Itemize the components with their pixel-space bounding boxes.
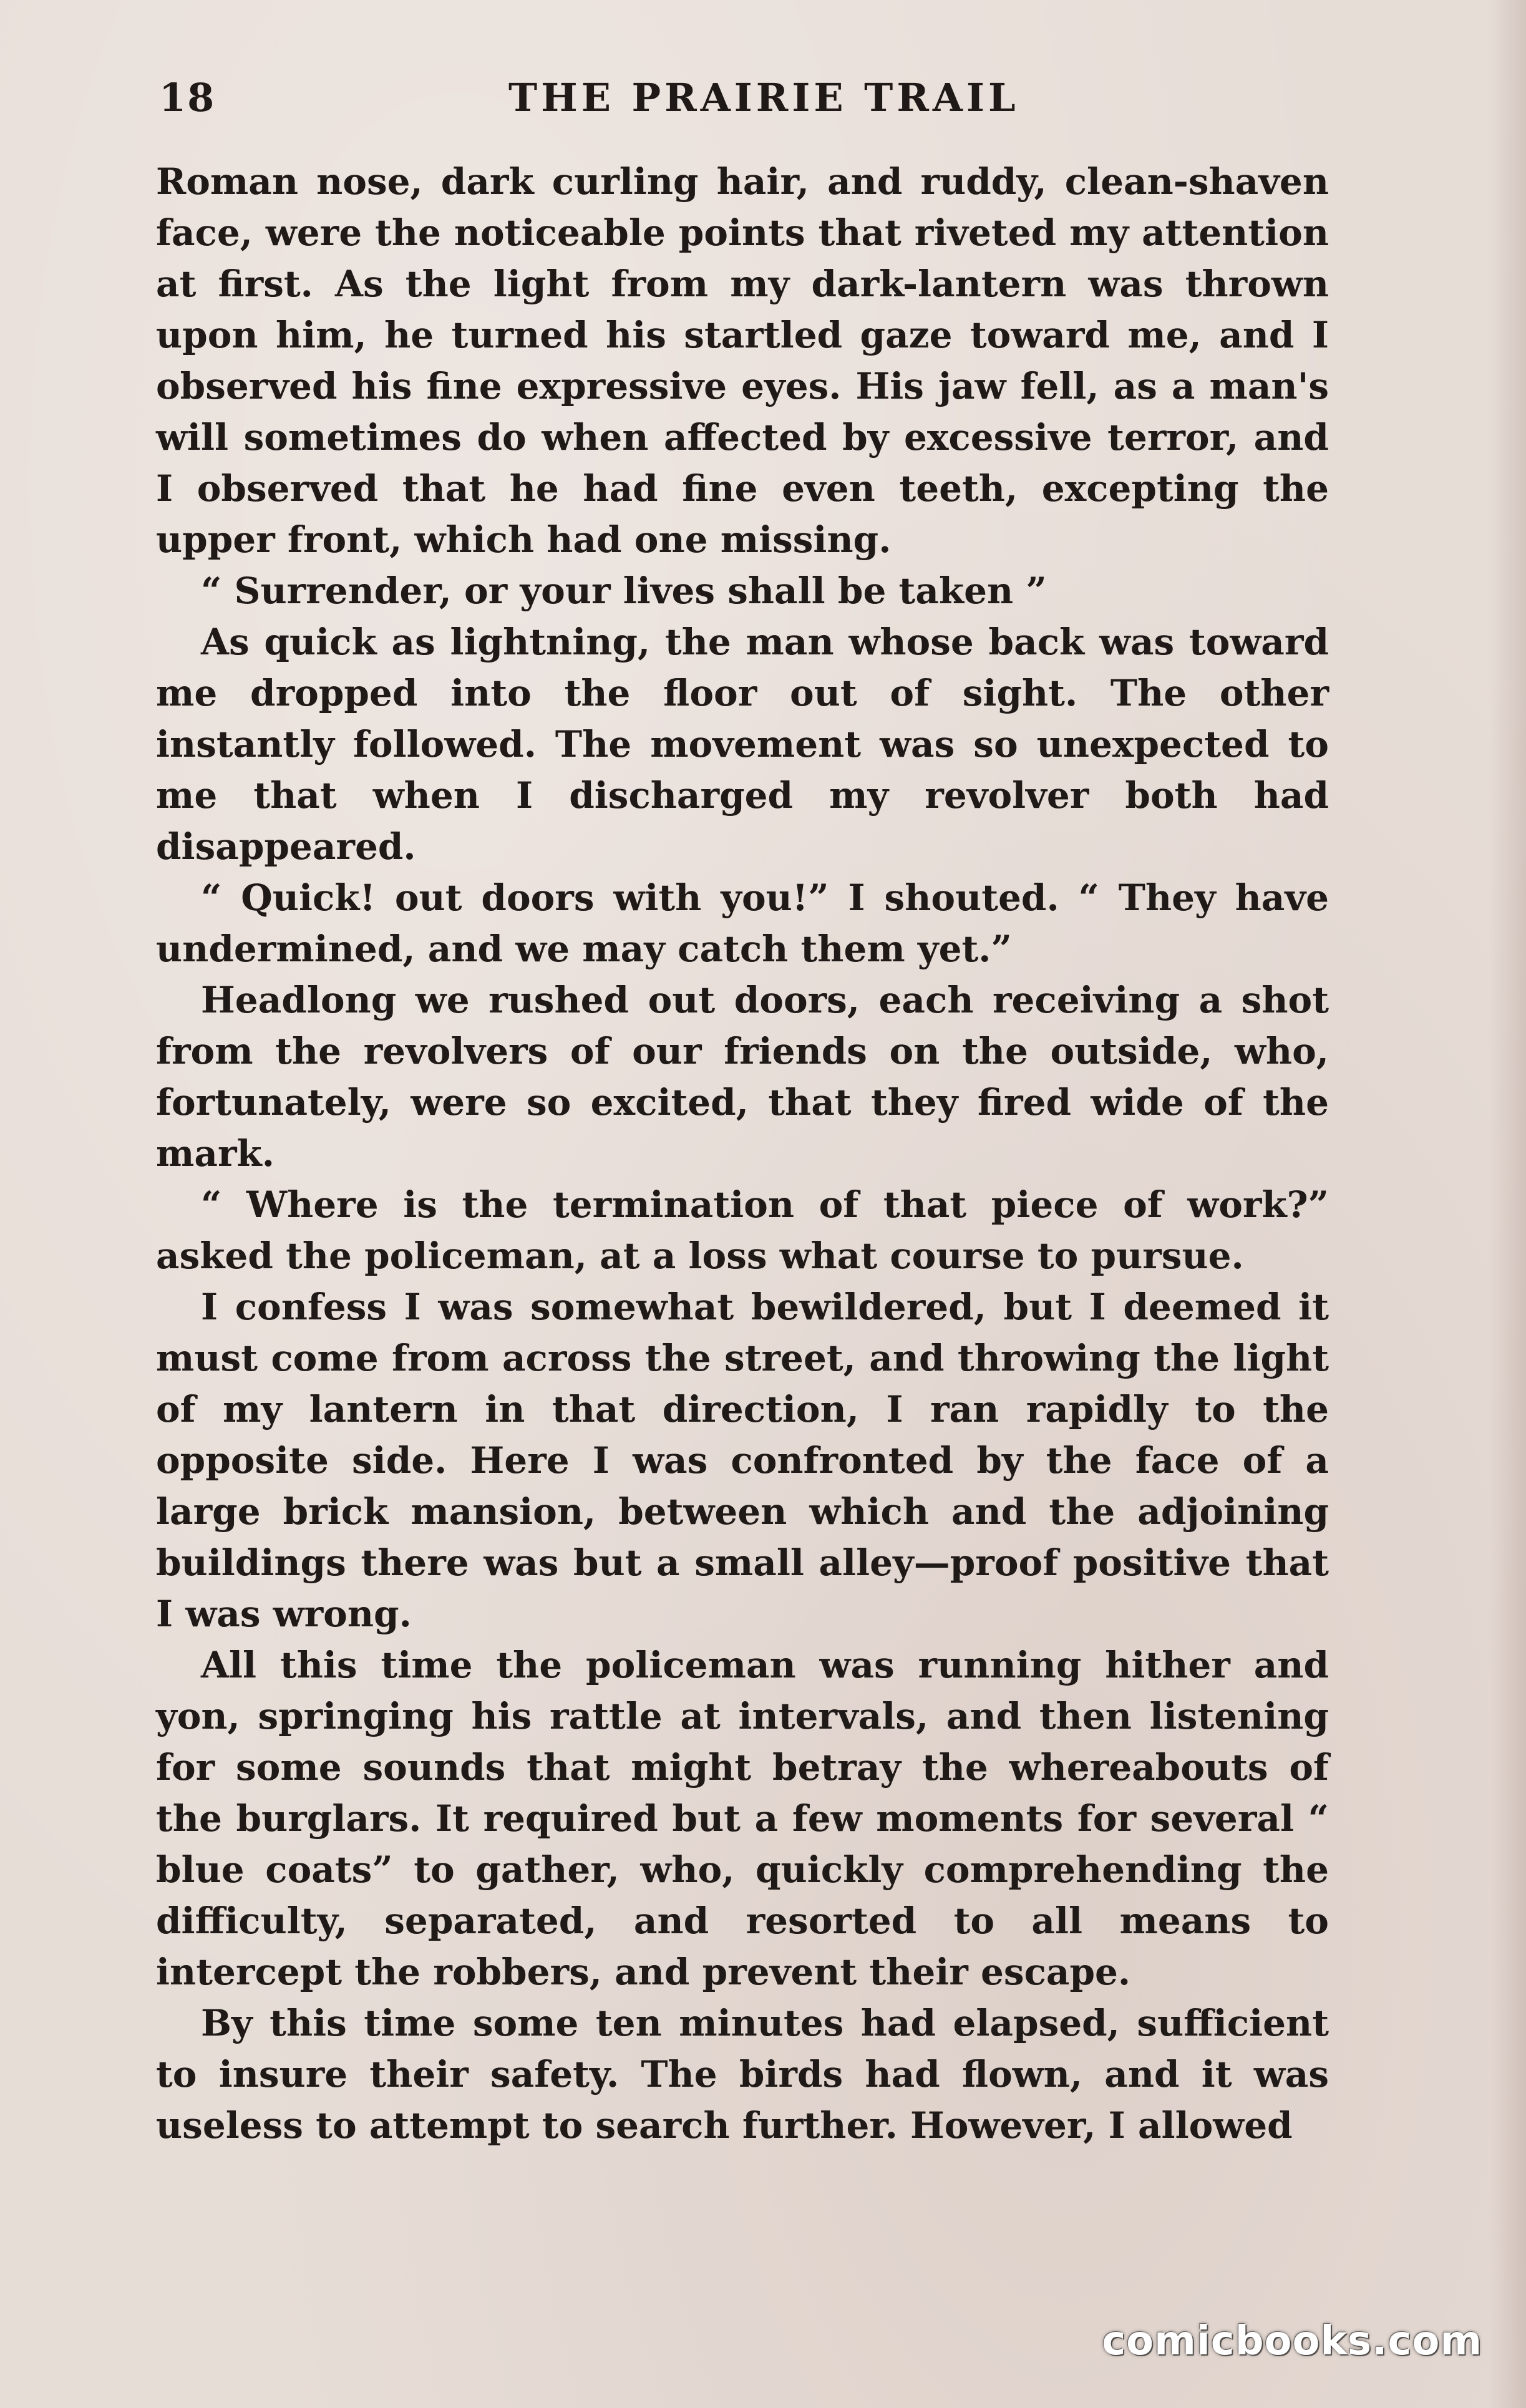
running-head xyxy=(159,75,1357,131)
paragraph: As quick as lightning, the man whose back was toward me dropped into the floor out of sight. The other instantly followed. The movement was so unexpected to me that when I discharged my revolver both had disappeared. xyxy=(156,621,1329,868)
running-title: THE PRAIRIE TRAIL xyxy=(508,75,1019,120)
watermark: comicbooks.com xyxy=(1102,2318,1482,2364)
paragraph: Headlong we rushed out doors, each receiving a shot from the revolvers of our friends on the outside, who, fortunately, were so excited, that they fired wide of the mark. xyxy=(156,979,1329,1175)
page-number: 18 xyxy=(159,75,216,120)
paragraph: I confess I was somewhat bewildered, but I deemed it must come from across the street, and throwing the light of my lantern in that direction, I ran rapidly to the opposite side. Here I was confronted by the face of a large brick mansion, between which and the adjoining buildings there was but a small alley—proof positive that I was wrong. xyxy=(156,1286,1329,1635)
paragraph: “ Surrender, or your lives shall be taken ” xyxy=(201,570,1047,612)
paragraph: Roman nose, dark curling hair, and ruddy, clean-shaven face, were the noticeable points that riveted my attention at first. As the light from my dark-lantern was thrown upon him, he turned his startled gaze toward me, and I observed his fine expressive eyes. His jaw fell, as a man's will sometimes do when affected by excessive terror, and I observed that he had fine even teeth, excepting the upper front, which had one missing. xyxy=(156,160,1329,561)
paragraph: “ Quick! out doors with you!” I shouted. “ They have undermined, and we may catch them yet.” xyxy=(156,876,1329,970)
paragraph: By this time some ten minutes had elapsed, sufficient to insure their safety. The birds had flown, and it was useless to attempt to search further. However, I allowed xyxy=(156,2002,1329,2147)
paragraph: All this time the policeman was running hither and yon, springing his rattle at intervals, and then listening for some sounds that might betray the whereabouts of the burglars. It required but a few moments for several “ blue coats” to gather, who, quickly comprehending the difficulty, separated, and resorted to all means to intercept the robbers, and prevent their escape. xyxy=(156,1644,1329,1993)
page-edge-shadow xyxy=(1489,0,1526,2408)
paragraph: “ Where is the termination of that piece of work?” asked the policeman, at a loss what course to pursue. xyxy=(156,1183,1329,1277)
body-text xyxy=(156,156,1329,2151)
